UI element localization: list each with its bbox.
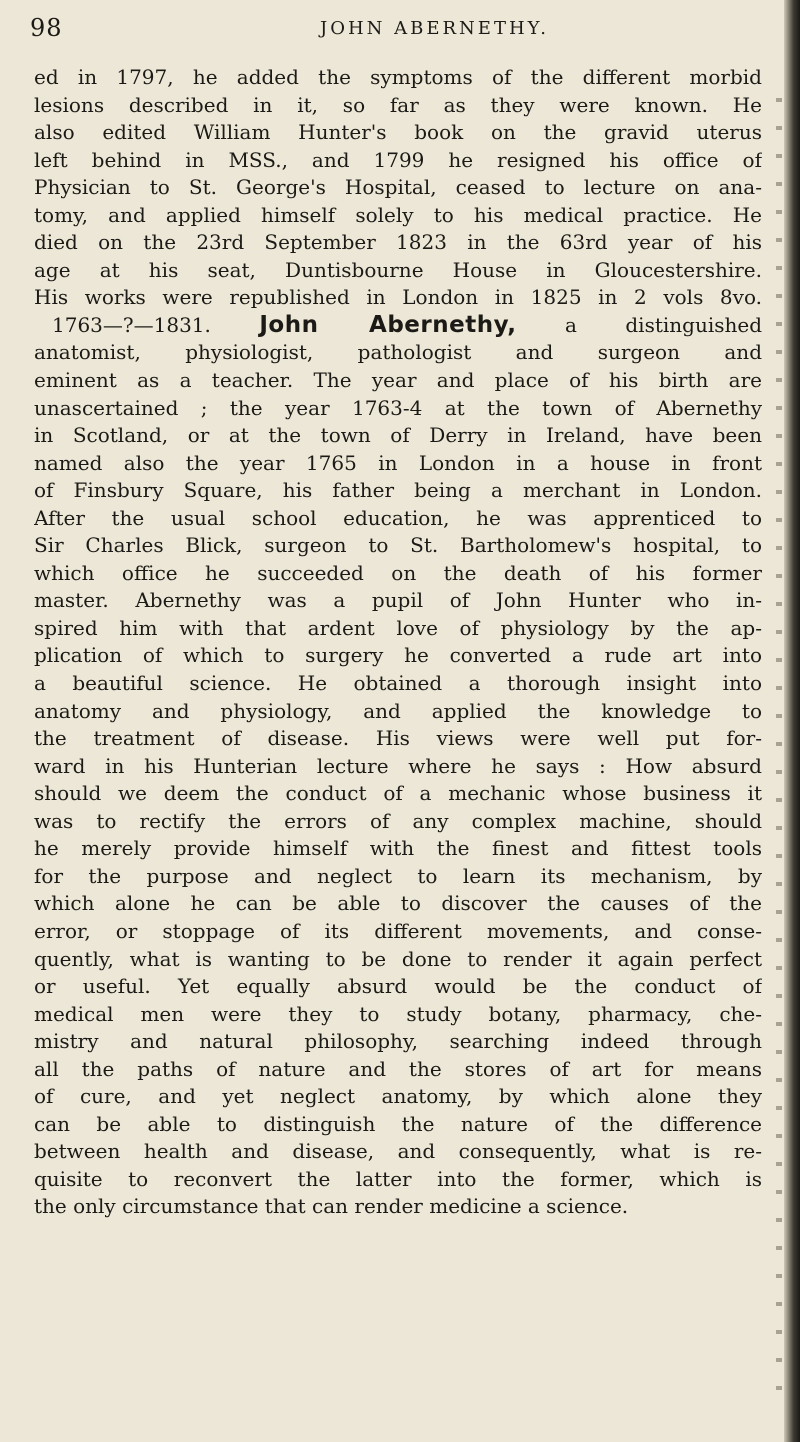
text-line: medical men were they to study botany, pharmacy, che- <box>34 1001 762 1026</box>
text-line: should we deem the conduct of a mechanic whose business it <box>34 781 762 806</box>
text-line: anatomist, physiologist, pathologist and surgeon and <box>34 340 762 365</box>
text-line: error, or stoppage of its different movements, and conse- <box>34 918 762 943</box>
running-head: JOHN ABERNETHY. <box>320 18 549 39</box>
text-line: all the paths of nature and the stores of art for means <box>34 1056 762 1081</box>
text-line: was to rectify the errors of any complex machine, should <box>34 808 762 833</box>
text-line: ward in his Hunterian lecture where he says : How absurd <box>34 753 762 778</box>
page-number: 98 <box>30 14 63 42</box>
text-line: anatomy and physiology, and applied the knowledge to <box>34 698 762 723</box>
text-line: or useful. Yet equally absurd would be the conduct of <box>34 974 762 999</box>
text-line: he merely provide himself with the finest and fittest tools <box>34 836 762 861</box>
text-line: died on the 23rd September 1823 in the 63rd year of his <box>34 230 762 255</box>
text-line: the only circumstance that can render medicine a science. <box>34 1194 629 1219</box>
text-line: plication of which to surgery he converted a rude art into <box>34 643 762 668</box>
page-binding-edge <box>784 0 800 1442</box>
text-line: of cure, and yet neglect anatomy, by which alone they <box>34 1084 762 1109</box>
entry-dates: 1763—?—1831. <box>52 312 211 337</box>
entry-heading-line <box>34 312 762 340</box>
paragraph-abernethy-entry <box>34 312 762 1221</box>
text-line: which office he succeeded on the death of his former <box>34 560 762 585</box>
text-line: age at his seat, Duntisbourne House in Gloucestershire. <box>34 257 762 282</box>
text-line: for the purpose and neglect to learn its mechanism, by <box>34 863 762 888</box>
text-line: eminent as a teacher. The year and place of his birth are <box>34 368 762 393</box>
text-line: in Scotland, or at the town of Derry in Ireland, have been <box>34 423 762 448</box>
body-text <box>34 64 762 1221</box>
text-line: left behind in MSS., and 1799 he resigned his office of <box>34 147 762 172</box>
text-line: between health and disease, and consequently, what is re- <box>34 1139 762 1164</box>
text-line: lesions described in it, so far as they were known. He <box>34 92 762 117</box>
page-edge-shadow-marks <box>776 80 782 1400</box>
text-line: also edited William Hunter's book on the gravid uterus <box>34 120 762 145</box>
text-line: ed in 1797, he added the symptoms of the different morbid <box>34 65 762 89</box>
text-line: the treatment of disease. His views were well put for- <box>34 726 762 751</box>
text-line: Sir Charles Blick, surgeon to St. Bartholomew's hospital, to <box>34 533 762 558</box>
text-line: After the usual school education, he was apprenticed to <box>34 505 762 530</box>
text-line: quently, what is wanting to be done to render it again perfect <box>34 946 762 971</box>
text-line: a beautiful science. He obtained a thorough insight into <box>34 671 762 696</box>
text-line: of Finsbury Square, his father being a merchant in London. <box>34 478 762 503</box>
text-line: which alone he can be able to discover the causes of the <box>34 891 762 916</box>
entry-first-line-rest: a distinguished <box>565 312 762 337</box>
text-line: unascertained ; the year 1763-4 at the town of Abernethy <box>34 395 762 420</box>
text-line: master. Abernethy was a pupil of John Hunter who in- <box>34 588 762 613</box>
entry-name: John Abernethy, <box>259 311 517 338</box>
page-header <box>0 10 800 50</box>
text-line: can be able to distinguish the nature of the difference <box>34 1111 762 1136</box>
text-line: spired him with that ardent love of physiology by the ap- <box>34 615 762 640</box>
text-line: Physician to St. George's Hospital, ceased to lecture on ana- <box>34 175 762 200</box>
text-line: tomy, and applied himself solely to his medical practice. He <box>34 202 762 227</box>
text-line: His works were republished in London in 1825 in 2 vols 8vo. <box>34 285 762 310</box>
text-line: mistry and natural philosophy, searching indeed through <box>34 1029 762 1054</box>
text-line: named also the year 1765 in London in a house in front <box>34 450 762 475</box>
text-line: quisite to reconvert the latter into the former, which is <box>34 1166 762 1191</box>
paragraph-previous-entry <box>34 64 762 312</box>
